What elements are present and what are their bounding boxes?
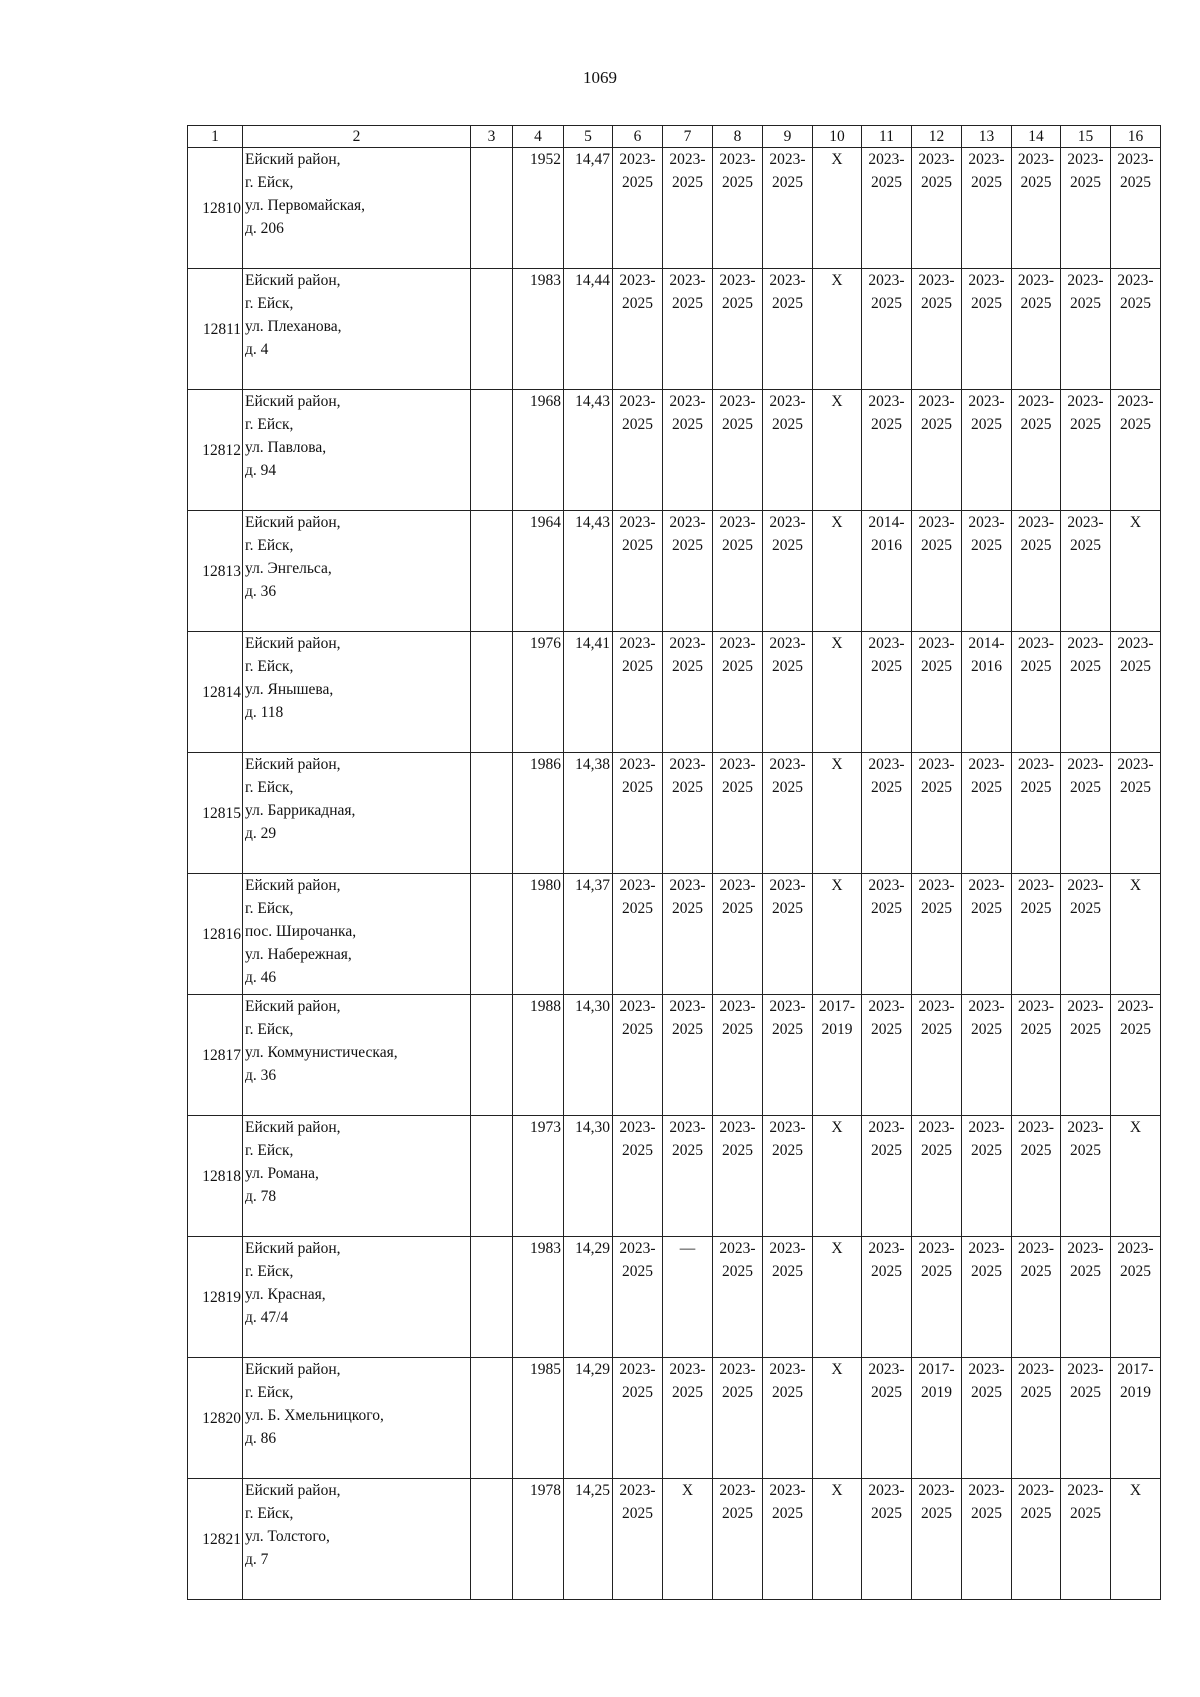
period-cell: 2017- 2019 — [813, 995, 862, 1116]
period-cell: 2023- 2025 — [1061, 511, 1111, 632]
page-number: 1069 — [583, 68, 617, 87]
header-cell: 4 — [513, 126, 564, 148]
period-cell: 2023- 2025 — [1012, 874, 1061, 995]
period-cell: 2023- 2025 — [862, 1237, 912, 1358]
table-row — [188, 1479, 1161, 1600]
period-cell: X — [813, 1479, 862, 1600]
header-cell: 1 — [188, 126, 243, 148]
period-cell: 2023- 2025 — [962, 1479, 1012, 1600]
period-cell: 2023- 2025 — [663, 269, 713, 390]
period-cell: X — [663, 1479, 713, 1600]
header-cell: 9 — [763, 126, 813, 148]
table-row — [188, 269, 1161, 390]
header-cell: 12 — [912, 126, 962, 148]
period-cell: 2023- 2025 — [663, 632, 713, 753]
empty-cell — [471, 1116, 513, 1237]
period-cell: 2023- 2025 — [663, 1116, 713, 1237]
row-number: 12821 — [188, 1479, 243, 1600]
period-cell: 2023- 2025 — [912, 1116, 962, 1237]
area-cell: 14,25 — [564, 1479, 613, 1600]
period-cell: 2023- 2025 — [713, 1237, 763, 1358]
period-cell: 2023- 2025 — [1111, 995, 1161, 1116]
year-cell: 1983 — [513, 269, 564, 390]
period-cell: 2023- 2025 — [713, 390, 763, 511]
period-cell: X — [813, 874, 862, 995]
period-cell: 2023- 2025 — [713, 874, 763, 995]
period-cell: 2023- 2025 — [1061, 390, 1111, 511]
period-cell: X — [1111, 874, 1161, 995]
row-number: 12820 — [188, 1358, 243, 1479]
year-cell: 1986 — [513, 753, 564, 874]
table-row — [188, 995, 1161, 1116]
row-number: 12818 — [188, 1116, 243, 1237]
address-cell: Ейский район, г. Ейск, ул. Романа, д. 78 — [243, 1116, 471, 1237]
period-cell: 2023- 2025 — [962, 1358, 1012, 1479]
period-cell: 2023- 2025 — [912, 511, 962, 632]
area-cell: 14,41 — [564, 632, 613, 753]
period-cell: 2023- 2025 — [713, 753, 763, 874]
row-number: 12810 — [188, 148, 243, 269]
period-cell: 2023- 2025 — [1061, 1116, 1111, 1237]
period-cell: 2023- 2025 — [613, 874, 663, 995]
table-row — [188, 390, 1161, 511]
area-cell: 14,29 — [564, 1237, 613, 1358]
period-cell: X — [813, 1358, 862, 1479]
period-cell: 2023- 2025 — [713, 269, 763, 390]
period-cell: 2023- 2025 — [763, 874, 813, 995]
period-cell: 2023- 2025 — [1012, 1116, 1061, 1237]
table-row — [188, 1116, 1161, 1237]
area-cell: 14,30 — [564, 995, 613, 1116]
period-cell: 2023- 2025 — [1111, 632, 1161, 753]
period-cell: X — [1111, 511, 1161, 632]
area-cell: 14,47 — [564, 148, 613, 269]
address-cell: Ейский район, г. Ейск, ул. Коммунистическая, д. 36 — [243, 995, 471, 1116]
period-cell: 2023- 2025 — [1061, 1358, 1111, 1479]
area-cell: 14,38 — [564, 753, 613, 874]
address-cell: Ейский район, г. Ейск, пос. Широчанка, ул. Набережная, д. 46 — [243, 874, 471, 995]
period-cell: 2023- 2025 — [862, 632, 912, 753]
table-row — [188, 1358, 1161, 1479]
period-cell: 2023- 2025 — [713, 1116, 763, 1237]
empty-cell — [471, 995, 513, 1116]
period-cell: 2023- 2025 — [613, 390, 663, 511]
empty-cell — [471, 753, 513, 874]
year-cell: 1973 — [513, 1116, 564, 1237]
period-cell: 2023- 2025 — [1061, 1237, 1111, 1358]
period-cell: 2023- 2025 — [862, 995, 912, 1116]
period-cell: X — [1111, 1479, 1161, 1600]
address-cell: Ейский район, г. Ейск, ул. Павлова, д. 94 — [243, 390, 471, 511]
period-cell: 2023- 2025 — [613, 1116, 663, 1237]
empty-cell — [471, 874, 513, 995]
row-number: 12814 — [188, 632, 243, 753]
period-cell: X — [813, 511, 862, 632]
period-cell: 2023- 2025 — [962, 269, 1012, 390]
period-cell: 2023- 2025 — [862, 753, 912, 874]
address-cell: Ейский район, г. Ейск, ул. Янышева, д. 118 — [243, 632, 471, 753]
period-cell: 2023- 2025 — [663, 1358, 713, 1479]
address-cell: Ейский район, г. Ейск, ул. Плеханова, д. 4 — [243, 269, 471, 390]
period-cell: X — [1111, 1116, 1161, 1237]
empty-cell — [471, 511, 513, 632]
period-cell: 2014- 2016 — [962, 632, 1012, 753]
area-cell: 14,44 — [564, 269, 613, 390]
row-number: 12819 — [188, 1237, 243, 1358]
period-cell: 2023- 2025 — [713, 148, 763, 269]
period-cell: 2023- 2025 — [862, 390, 912, 511]
period-cell: 2023- 2025 — [962, 511, 1012, 632]
table-row — [188, 148, 1161, 269]
header-cell: 14 — [1012, 126, 1061, 148]
period-cell: 2023- 2025 — [1111, 753, 1161, 874]
period-cell: 2023- 2025 — [763, 148, 813, 269]
period-cell: 2023- 2025 — [763, 995, 813, 1116]
year-cell: 1978 — [513, 1479, 564, 1600]
year-cell: 1980 — [513, 874, 564, 995]
area-cell: 14,37 — [564, 874, 613, 995]
period-cell: 2023- 2025 — [663, 753, 713, 874]
period-cell: 2023- 2025 — [1061, 1479, 1111, 1600]
header-cell: 6 — [613, 126, 663, 148]
year-cell: 1976 — [513, 632, 564, 753]
empty-cell — [471, 1479, 513, 1600]
period-cell: 2023- 2025 — [862, 1479, 912, 1600]
header-cell: 13 — [962, 126, 1012, 148]
period-cell: 2023- 2025 — [912, 1237, 962, 1358]
period-cell: 2023- 2025 — [1012, 269, 1061, 390]
period-cell: 2023- 2025 — [613, 1358, 663, 1479]
period-cell: 2023- 2025 — [663, 148, 713, 269]
period-cell: — — [663, 1237, 713, 1358]
period-cell: 2023- 2025 — [613, 1479, 663, 1600]
period-cell: 2023- 2025 — [962, 1237, 1012, 1358]
area-cell: 14,29 — [564, 1358, 613, 1479]
header-cell: 7 — [663, 126, 713, 148]
year-cell: 1952 — [513, 148, 564, 269]
empty-cell — [471, 632, 513, 753]
period-cell: 2023- 2025 — [663, 390, 713, 511]
header-cell: 2 — [243, 126, 471, 148]
header-cell: 11 — [862, 126, 912, 148]
period-cell: 2023- 2025 — [912, 269, 962, 390]
period-cell: 2023- 2025 — [1061, 874, 1111, 995]
period-cell: 2023- 2025 — [613, 269, 663, 390]
period-cell: 2023- 2025 — [862, 1116, 912, 1237]
period-cell: 2023- 2025 — [1012, 511, 1061, 632]
period-cell: 2023- 2025 — [663, 511, 713, 632]
period-cell: 2023- 2025 — [1012, 632, 1061, 753]
table-body — [188, 148, 1161, 1600]
period-cell: 2023- 2025 — [962, 1116, 1012, 1237]
address-cell: Ейский район, г. Ейск, ул. Толстого, д. 7 — [243, 1479, 471, 1600]
period-cell: 2023- 2025 — [613, 753, 663, 874]
period-cell: 2023- 2025 — [713, 1479, 763, 1600]
period-cell: 2023- 2025 — [912, 632, 962, 753]
period-cell: 2023- 2025 — [613, 148, 663, 269]
header-cell: 16 — [1111, 126, 1161, 148]
period-cell: 2023- 2025 — [1012, 753, 1061, 874]
period-cell: 2023- 2025 — [912, 148, 962, 269]
period-cell: 2023- 2025 — [912, 753, 962, 874]
period-cell: 2023- 2025 — [962, 148, 1012, 269]
row-number: 12813 — [188, 511, 243, 632]
period-cell: 2023- 2025 — [1012, 1237, 1061, 1358]
period-cell: 2023- 2025 — [763, 632, 813, 753]
period-cell: 2023- 2025 — [1061, 753, 1111, 874]
table-row — [188, 511, 1161, 632]
period-cell: 2023- 2025 — [663, 995, 713, 1116]
period-cell: 2023- 2025 — [713, 511, 763, 632]
empty-cell — [471, 148, 513, 269]
period-cell: 2023- 2025 — [713, 1358, 763, 1479]
period-cell: 2023- 2025 — [713, 632, 763, 753]
row-number: 12815 — [188, 753, 243, 874]
period-cell: 2023- 2025 — [862, 269, 912, 390]
table-row — [188, 874, 1161, 995]
period-cell: X — [813, 269, 862, 390]
period-cell: 2023- 2025 — [763, 1116, 813, 1237]
row-number: 12811 — [188, 269, 243, 390]
period-cell: 2023- 2025 — [663, 874, 713, 995]
period-cell: 2017- 2019 — [1111, 1358, 1161, 1479]
period-cell: 2023- 2025 — [1111, 390, 1161, 511]
period-cell: 2023- 2025 — [912, 874, 962, 995]
period-cell: 2023- 2025 — [763, 269, 813, 390]
period-cell: 2023- 2025 — [912, 995, 962, 1116]
period-cell: 2023- 2025 — [862, 874, 912, 995]
year-cell: 1964 — [513, 511, 564, 632]
header-row — [188, 126, 1161, 148]
period-cell: X — [813, 632, 862, 753]
period-cell: 2023- 2025 — [1061, 148, 1111, 269]
period-cell: 2023- 2025 — [1111, 1237, 1161, 1358]
empty-cell — [471, 1237, 513, 1358]
period-cell: 2023- 2025 — [962, 995, 1012, 1116]
year-cell: 1988 — [513, 995, 564, 1116]
period-cell: 2023- 2025 — [763, 753, 813, 874]
address-cell: Ейский район, г. Ейск, ул. Энгельса, д. 36 — [243, 511, 471, 632]
period-cell: 2023- 2025 — [1061, 269, 1111, 390]
period-cell: 2023- 2025 — [1061, 995, 1111, 1116]
header-cell: 10 — [813, 126, 862, 148]
header-cell: 8 — [713, 126, 763, 148]
period-cell: 2023- 2025 — [1012, 1358, 1061, 1479]
period-cell: 2023- 2025 — [862, 1358, 912, 1479]
year-cell: 1968 — [513, 390, 564, 511]
period-cell: X — [813, 148, 862, 269]
period-cell: 2023- 2025 — [713, 995, 763, 1116]
year-cell: 1983 — [513, 1237, 564, 1358]
period-cell: 2023- 2025 — [1012, 390, 1061, 511]
period-cell: 2023- 2025 — [1012, 148, 1061, 269]
period-cell: 2023- 2025 — [763, 390, 813, 511]
address-cell: Ейский район, г. Ейск, ул. Б. Хмельницкого, д. 86 — [243, 1358, 471, 1479]
empty-cell — [471, 390, 513, 511]
period-cell: X — [813, 1237, 862, 1358]
period-cell: 2023- 2025 — [1012, 995, 1061, 1116]
period-cell: 2014- 2016 — [862, 511, 912, 632]
period-cell: X — [813, 1116, 862, 1237]
register-table — [187, 125, 1161, 1600]
period-cell: 2023- 2025 — [1061, 632, 1111, 753]
period-cell: 2023- 2025 — [912, 1479, 962, 1600]
table-row — [188, 753, 1161, 874]
period-cell: X — [813, 753, 862, 874]
header-cell: 3 — [471, 126, 513, 148]
period-cell: X — [813, 390, 862, 511]
empty-cell — [471, 1358, 513, 1479]
period-cell: 2023- 2025 — [1111, 269, 1161, 390]
period-cell: 2023- 2025 — [1012, 1479, 1061, 1600]
year-cell: 1985 — [513, 1358, 564, 1479]
period-cell: 2023- 2025 — [1111, 148, 1161, 269]
period-cell: 2023- 2025 — [962, 390, 1012, 511]
table-row — [188, 1237, 1161, 1358]
area-cell: 14,30 — [564, 1116, 613, 1237]
period-cell: 2023- 2025 — [763, 1237, 813, 1358]
header-cell: 5 — [564, 126, 613, 148]
period-cell: 2023- 2025 — [613, 511, 663, 632]
address-cell: Ейский район, г. Ейск, ул. Первомайская, д. 206 — [243, 148, 471, 269]
area-cell: 14,43 — [564, 511, 613, 632]
period-cell: 2023- 2025 — [613, 995, 663, 1116]
period-cell: 2023- 2025 — [763, 511, 813, 632]
row-number: 12812 — [188, 390, 243, 511]
period-cell: 2023- 2025 — [962, 753, 1012, 874]
period-cell: 2023- 2025 — [763, 1479, 813, 1600]
address-cell: Ейский район, г. Ейск, ул. Баррикадная, д. 29 — [243, 753, 471, 874]
empty-cell — [471, 269, 513, 390]
header-cell: 15 — [1061, 126, 1111, 148]
period-cell: 2023- 2025 — [763, 1358, 813, 1479]
period-cell: 2023- 2025 — [962, 874, 1012, 995]
area-cell: 14,43 — [564, 390, 613, 511]
address-cell: Ейский район, г. Ейск, ул. Красная, д. 47/4 — [243, 1237, 471, 1358]
period-cell: 2023- 2025 — [912, 390, 962, 511]
period-cell: 2023- 2025 — [862, 148, 912, 269]
period-cell: 2023- 2025 — [613, 632, 663, 753]
period-cell: 2017- 2019 — [912, 1358, 962, 1479]
table-row — [188, 632, 1161, 753]
row-number: 12816 — [188, 874, 243, 995]
row-number: 12817 — [188, 995, 243, 1116]
period-cell: 2023- 2025 — [613, 1237, 663, 1358]
